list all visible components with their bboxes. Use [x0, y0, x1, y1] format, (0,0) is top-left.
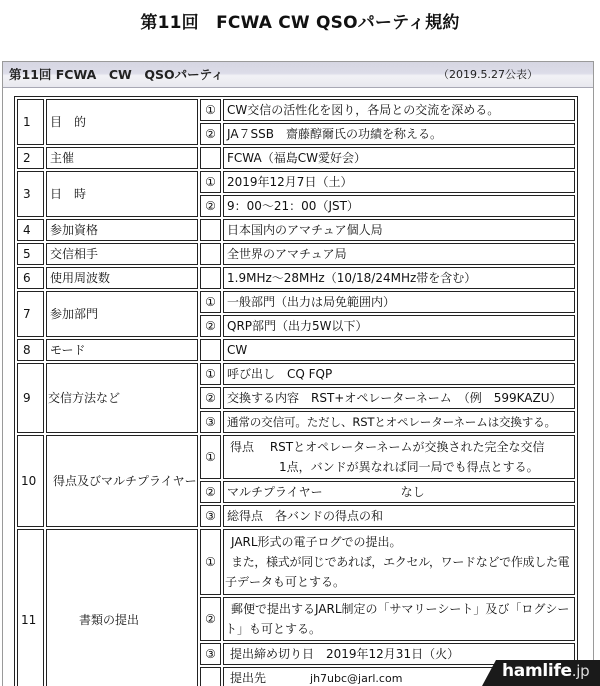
logo-tld: .jp — [571, 662, 590, 680]
submission-label: 提出先 — [230, 671, 267, 685]
sub-mark: ① — [200, 291, 221, 313]
panel-header — [3, 62, 593, 88]
row-number: 2 — [17, 147, 44, 169]
sub-content: 提出締め切り日 2019年12月31日（火） — [223, 643, 575, 665]
sub-mark — [200, 147, 221, 169]
row-item: 目 的 — [46, 99, 198, 145]
table-row — [17, 219, 575, 241]
page-title: 第11回 FCWA CW QSOパーティ規約 — [140, 13, 460, 33]
sub-content: 交換する内容 RST+オペレーターネーム （例 599KAZU） — [223, 387, 575, 409]
sub-content-line: 郵便で提出するJARL制定の「サマリーシート」及び「ログシー — [231, 602, 570, 616]
sub-mark: ② — [200, 597, 221, 641]
sub-mark — [200, 219, 221, 241]
sub-content-label: マルチプライヤー — [227, 485, 323, 499]
sub-mark: ② — [200, 195, 221, 217]
logo-text — [502, 661, 589, 681]
row-item: 得点及びマルチプライヤー — [46, 435, 198, 527]
rules-table — [14, 96, 578, 686]
row-item: 参加資格 — [46, 219, 198, 241]
sub-mark: ② — [200, 123, 221, 145]
sub-content — [223, 435, 575, 479]
row-item: 書類の提出 — [46, 529, 198, 686]
table-row — [17, 147, 575, 169]
sub-content: 呼び出し CQ FQP — [223, 363, 575, 385]
sub-mark: ① — [200, 529, 221, 595]
row-number: 5 — [17, 243, 44, 265]
sub-content: 通常の交信可。ただし、RSTとオペレーターネームは交換する。 — [223, 411, 575, 433]
sub-content: 一般部門（出力は局免範囲内） — [223, 291, 575, 313]
row-number: 3 — [17, 171, 44, 217]
table-row — [17, 435, 575, 479]
sub-content: FCWA（福島CW愛好会） — [223, 147, 575, 169]
sub-mark — [200, 243, 221, 265]
sub-mark: ③ — [200, 411, 221, 433]
sub-content: 全世界のアマチュア局 — [223, 243, 575, 265]
hamlife-logo — [482, 660, 600, 686]
row-item: 交信相手 — [46, 243, 198, 265]
row-number: 10 — [17, 435, 44, 527]
table-row — [17, 529, 575, 595]
row-item: 参加部門 — [46, 291, 198, 337]
sub-mark: ① — [200, 99, 221, 121]
row-item: 使用周波数 — [46, 267, 198, 289]
row-item: 日 時 — [46, 171, 198, 217]
sub-content — [223, 481, 575, 503]
row-item: 交信方法など — [46, 363, 198, 433]
sub-mark — [200, 667, 221, 686]
published-date: （2019.5.27公表） — [438, 68, 538, 81]
sub-content: CW — [223, 339, 575, 361]
sub-mark — [200, 267, 221, 289]
row-number: 7 — [17, 291, 44, 337]
sub-content: CW交信の活性化を図り，各局との交流を深める。 — [223, 99, 575, 121]
sub-mark: ② — [200, 481, 221, 503]
row-number: 9 — [17, 363, 44, 433]
panel-title: 第11回 FCWA CW QSOパーティ — [9, 67, 224, 82]
row-number: 6 — [17, 267, 44, 289]
sub-content-line: 得点 RSTとオペレーターネームが交換された完全な交信 — [230, 440, 545, 454]
table-row — [17, 171, 575, 193]
sub-content: 9：00～21：00（JST） — [223, 195, 575, 217]
sub-content-line: 1点，バンドが異なれば同一局でも得点とする。 — [279, 460, 539, 474]
table-row — [17, 363, 575, 385]
sub-mark: ② — [200, 387, 221, 409]
table-row — [17, 267, 575, 289]
table-row — [17, 99, 575, 121]
sub-content — [223, 597, 575, 641]
sub-content: JA７SSB 齋藤醇爾氏の功績を称える。 — [223, 123, 575, 145]
table-row — [17, 243, 575, 265]
sub-content-line: 子データも可とする。 — [225, 575, 346, 589]
sub-content-value: なし — [400, 485, 425, 499]
sub-content: 日本国内のアマチュア個人局 — [223, 219, 575, 241]
sub-mark: ① — [200, 171, 221, 193]
sub-mark: ③ — [200, 643, 221, 665]
row-item: 主催 — [46, 147, 198, 169]
sub-mark: ③ — [200, 505, 221, 527]
sub-content-line: ト」も可とする。 — [225, 622, 322, 636]
sub-content-line: JARL形式の電子ログでの提出。 — [231, 535, 402, 549]
sub-content: 総得点 各バンドの得点の和 — [223, 505, 575, 527]
row-number: 8 — [17, 339, 44, 361]
logo-brand: hamlife — [502, 661, 572, 681]
rules-panel — [2, 61, 594, 686]
sub-content — [223, 529, 575, 595]
row-number: 4 — [17, 219, 44, 241]
sub-mark: ① — [200, 363, 221, 385]
sub-mark: ② — [200, 315, 221, 337]
row-item: モード — [46, 339, 198, 361]
submission-email: jh7ubc@jarl.com — [310, 672, 403, 685]
row-number: 11 — [17, 529, 44, 686]
sub-content: 2019年12月7日（土） — [223, 171, 575, 193]
sub-content: 1.9MHz～28MHz（10/18/24MHz帯を含む） — [223, 267, 575, 289]
table-row — [17, 339, 575, 361]
sub-content: QRP部門（出力5W以下） — [223, 315, 575, 337]
sub-mark — [200, 339, 221, 361]
sub-content-line: また，様式が同じであれば，エクセル，ワードなどで作成した電 — [231, 555, 570, 569]
table-row — [17, 291, 575, 313]
row-number: 1 — [17, 99, 44, 145]
sub-mark: ① — [200, 435, 221, 479]
